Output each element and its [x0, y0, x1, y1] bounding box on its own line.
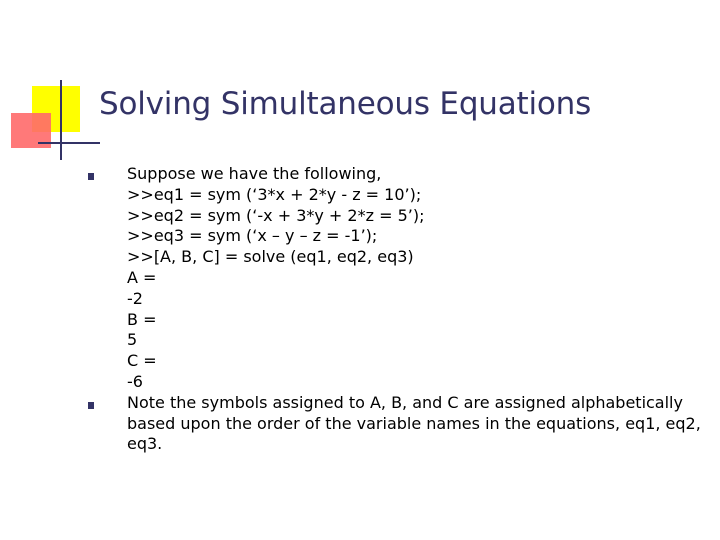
output-line: B = [127, 309, 157, 329]
square-bullet-icon [88, 402, 94, 409]
bullet-item [88, 393, 708, 455]
code-line: >>eq3 = sym (‘x – y – z = -1’); [127, 226, 378, 246]
square-bullet-icon [88, 173, 94, 180]
bullet-text: Suppose we have the following, [127, 164, 382, 183]
output-line: -6 [127, 371, 143, 391]
code-line: >>eq1 = sym (‘3*x + 2*y - z = 10’); [127, 184, 422, 204]
code-line: >>eq2 = sym (‘-x + 3*y + 2*z = 5’); [127, 205, 425, 225]
slide-title: Solving Simultaneous Equations [99, 86, 592, 122]
output-line: -2 [127, 288, 143, 308]
bullet-item [88, 164, 708, 393]
output-line: 5 [127, 330, 138, 350]
title-decoration [0, 0, 100, 170]
slide-content [88, 164, 708, 455]
code-line: >>[A, B, C] = solve (eq1, eq2, eq3) [127, 247, 414, 267]
bullet-text: Note the symbols assigned to A, B, and C are assigned alphabetically based upon the order of the variable names in the equations, eq1, eq2, eq3. [127, 392, 701, 454]
output-line: C = [127, 351, 157, 371]
output-line: A = [127, 267, 157, 287]
